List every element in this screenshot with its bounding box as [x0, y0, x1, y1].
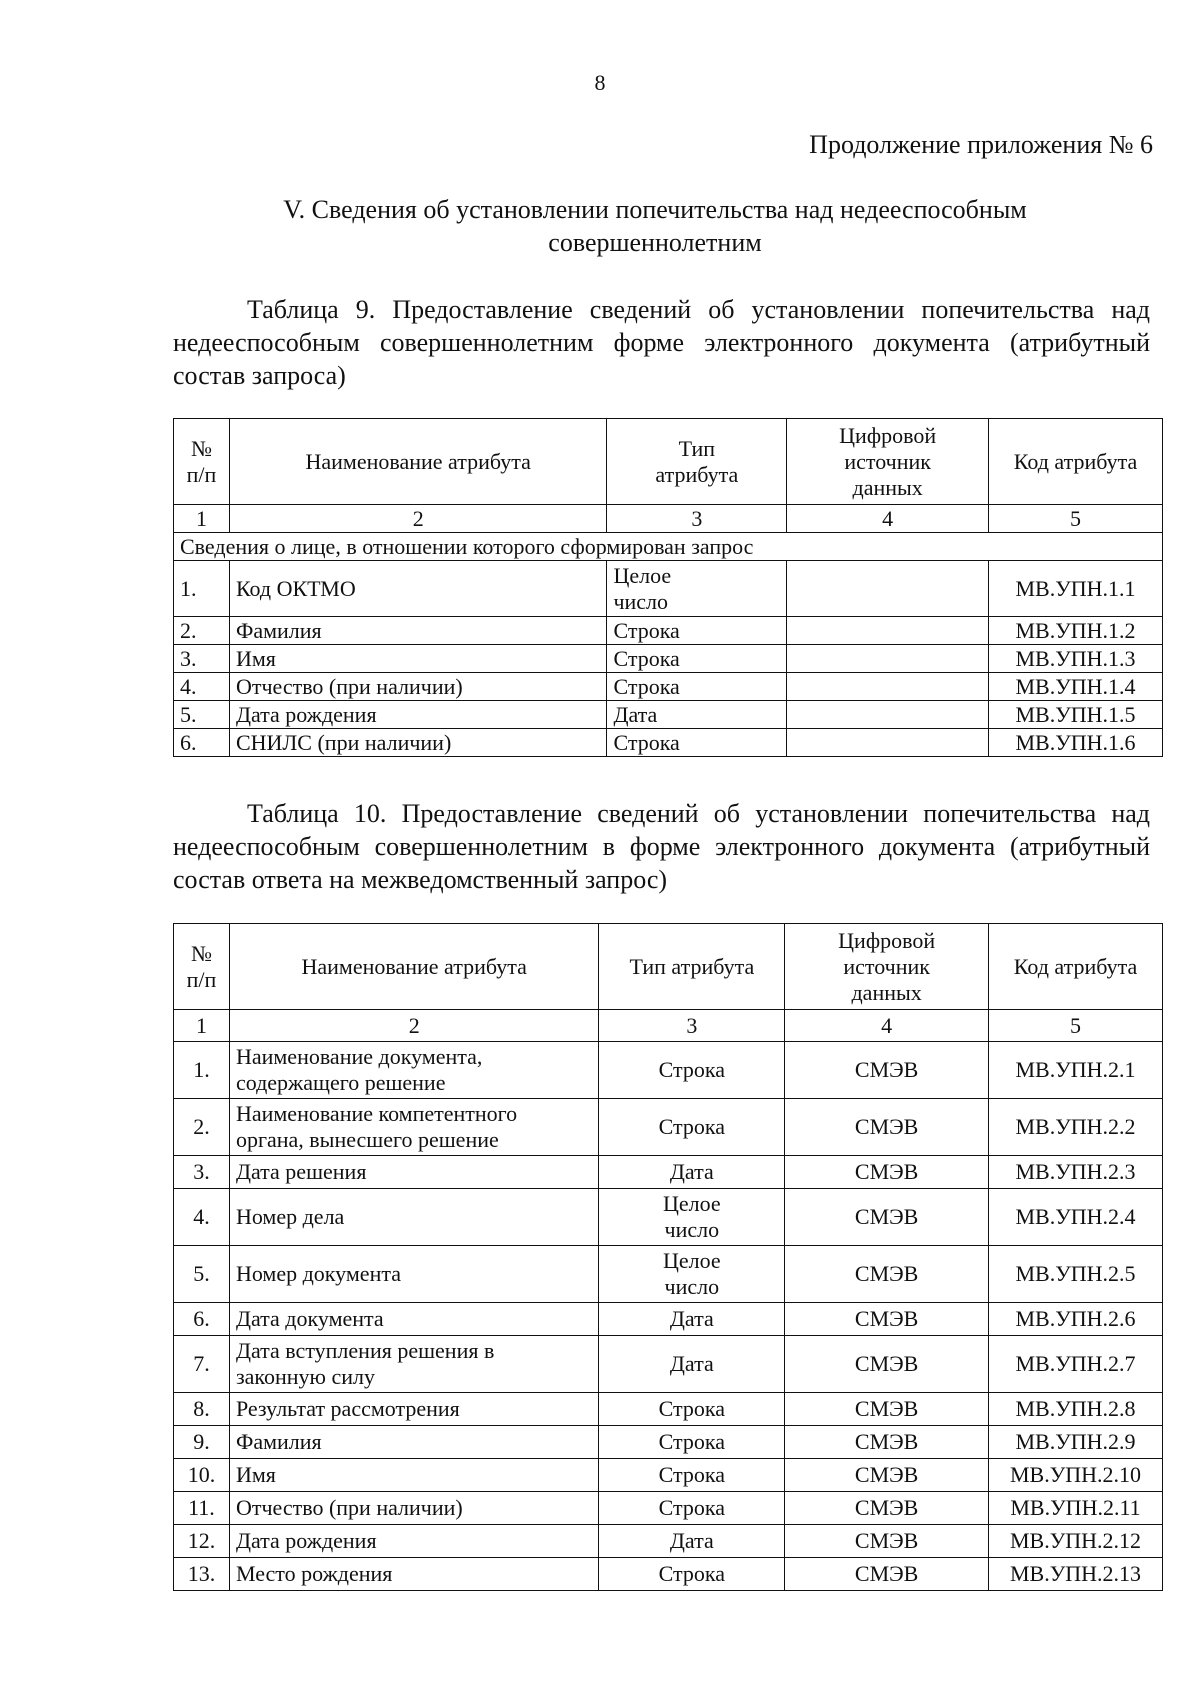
row-num: 5.	[174, 1246, 230, 1303]
row-num: 3.	[174, 1156, 230, 1189]
row-source: СМЭВ	[785, 1525, 989, 1558]
row-name-line1: Номер дела	[235, 1204, 345, 1229]
row-num: 2.	[174, 1099, 230, 1156]
row-name-line1: Дата документа	[235, 1306, 384, 1331]
table-row	[174, 729, 1163, 757]
header-source-line3: данных	[852, 474, 923, 500]
row-type: Строка	[599, 1558, 785, 1591]
header-num-line1: №	[190, 940, 212, 966]
row-type: Строка	[599, 1492, 785, 1525]
row-name	[229, 1492, 599, 1525]
row-source: СМЭВ	[785, 1558, 989, 1591]
table-row	[174, 1393, 1163, 1426]
row-name	[229, 1393, 599, 1426]
row-source: СМЭВ	[785, 1303, 989, 1336]
row-code: МВ.УПН.1.3	[989, 645, 1163, 673]
row-code: МВ.УПН.2.8	[989, 1393, 1163, 1426]
table-row	[174, 617, 1163, 645]
row-name-line1: Имя	[235, 1462, 276, 1487]
row-source	[787, 561, 989, 617]
row-code: МВ.УПН.2.13	[989, 1558, 1163, 1591]
row-source: СМЭВ	[785, 1246, 989, 1303]
row-name-line1: Результат рассмотрения	[235, 1396, 460, 1421]
row-name: Дата рождения	[229, 701, 607, 729]
row-type: Строка	[599, 1393, 785, 1426]
header-type-line1: Тип	[678, 435, 716, 461]
row-name-line2: органа, вынесшего решение	[235, 1127, 499, 1152]
header-source-line2: источник	[844, 448, 931, 474]
colnum-cell: 3	[599, 1010, 785, 1042]
row-name-line1: Фамилия	[235, 1429, 322, 1454]
table9-header-row	[174, 419, 1163, 505]
row-name-line1: Наименование компетентного	[235, 1101, 518, 1126]
table9-header-num	[174, 419, 230, 505]
row-name-line1: Наименование документа,	[235, 1044, 483, 1069]
colnum-cell: 5	[989, 505, 1163, 533]
row-name	[229, 1459, 599, 1492]
row-code: МВ.УПН.2.2	[989, 1099, 1163, 1156]
row-type: Дата	[607, 701, 787, 729]
table-row	[174, 1525, 1163, 1558]
row-source: СМЭВ	[785, 1336, 989, 1393]
header-num-line2: п/п	[186, 461, 217, 487]
row-code: МВ.УПН.2.9	[989, 1426, 1163, 1459]
table-row	[174, 1246, 1163, 1303]
row-num: 3.	[174, 645, 230, 673]
row-type: Строка	[599, 1099, 785, 1156]
row-type-line2: число	[664, 1274, 720, 1299]
row-num: 4.	[174, 673, 230, 701]
group-label: Сведения о лице, в отношении которого сформирован запрос	[174, 533, 1163, 561]
table9	[173, 418, 1163, 757]
row-name-line1: Номер документа	[235, 1261, 401, 1286]
table-row	[174, 673, 1163, 701]
row-name	[229, 1189, 599, 1246]
row-type: Строка	[607, 645, 787, 673]
table10-body	[174, 1042, 1163, 1591]
row-type: Дата	[599, 1303, 785, 1336]
row-code: МВ.УПН.1.1	[989, 561, 1163, 617]
row-num: 5.	[174, 701, 230, 729]
table10-header-code: Код атрибута	[989, 924, 1163, 1010]
table10-header-name: Наименование атрибута	[229, 924, 599, 1010]
row-name	[229, 1303, 599, 1336]
row-type: Строка	[599, 1426, 785, 1459]
table9-header-code: Код атрибута	[989, 419, 1163, 505]
table-row	[174, 1492, 1163, 1525]
row-name-line1: Дата решения	[235, 1159, 367, 1184]
row-code: МВ.УПН.1.4	[989, 673, 1163, 701]
table-row	[174, 1336, 1163, 1393]
row-source: СМЭВ	[785, 1492, 989, 1525]
row-type: Строка	[607, 673, 787, 701]
colnum-cell: 5	[989, 1010, 1163, 1042]
row-num: 1.	[174, 1042, 230, 1099]
row-code: МВ.УПН.2.12	[989, 1525, 1163, 1558]
table-row	[174, 1459, 1163, 1492]
row-source: СМЭВ	[785, 1156, 989, 1189]
row-num: 13.	[174, 1558, 230, 1591]
row-source: СМЭВ	[785, 1426, 989, 1459]
row-code: МВ.УПН.2.5	[989, 1246, 1163, 1303]
row-name: Отчество (при наличии)	[229, 673, 607, 701]
row-num: 11.	[174, 1492, 230, 1525]
table-row	[174, 1303, 1163, 1336]
row-type: Строка	[599, 1459, 785, 1492]
row-name-line1: Дата вступления решения в	[235, 1338, 495, 1363]
colnum-cell: 4	[787, 505, 989, 533]
row-name-line2: законную силу	[235, 1364, 375, 1389]
row-num: 6.	[174, 729, 230, 757]
row-name-line1: Дата рождения	[235, 1528, 377, 1553]
row-name	[229, 1525, 599, 1558]
row-source: СМЭВ	[785, 1459, 989, 1492]
header-num-line1: №	[190, 435, 212, 461]
table-row	[174, 561, 1163, 617]
row-name: СНИЛС (при наличии)	[229, 729, 607, 757]
header-source-line3: данных	[851, 979, 922, 1005]
row-num: 4.	[174, 1189, 230, 1246]
row-type-line1: Целое	[663, 1248, 721, 1273]
row-name	[229, 1156, 599, 1189]
table9-group-row	[174, 533, 1163, 561]
row-type	[599, 1246, 785, 1303]
row-name-line1: Отчество (при наличии)	[235, 1495, 463, 1520]
row-type-line2: число	[664, 1217, 720, 1242]
row-code: МВ.УПН.2.11	[989, 1492, 1163, 1525]
row-code: МВ.УПН.2.1	[989, 1042, 1163, 1099]
row-num: 1.	[174, 561, 230, 617]
table10-header-type: Тип атрибута	[599, 924, 785, 1010]
row-code: МВ.УПН.1.6	[989, 729, 1163, 757]
row-num: 7.	[174, 1336, 230, 1393]
table-row	[174, 1099, 1163, 1156]
row-name	[229, 1558, 599, 1591]
row-type: Строка	[607, 617, 787, 645]
page-number: 8	[594, 70, 606, 95]
table-row	[174, 1426, 1163, 1459]
row-type-line1: Целое	[663, 1191, 721, 1216]
row-type-line2: число	[613, 588, 669, 614]
colnum-cell: 1	[174, 1010, 230, 1042]
table9-header-name: Наименование атрибута	[229, 419, 607, 505]
row-num: 8.	[174, 1393, 230, 1426]
header-source-line1: Цифровой	[839, 422, 937, 448]
row-num: 10.	[174, 1459, 230, 1492]
colnum-cell: 2	[229, 1010, 599, 1042]
row-type: Строка	[599, 1042, 785, 1099]
row-source	[787, 729, 989, 757]
table-row	[174, 701, 1163, 729]
header-num-line2: п/п	[186, 966, 217, 992]
row-name-line1: Место рождения	[235, 1561, 393, 1586]
row-code: МВ.УПН.1.5	[989, 701, 1163, 729]
row-num: 6.	[174, 1303, 230, 1336]
row-source: СМЭВ	[785, 1099, 989, 1156]
header-source-line2: источник	[843, 953, 930, 979]
row-name	[229, 1336, 599, 1393]
row-num: 12.	[174, 1525, 230, 1558]
table10-header-num	[174, 924, 230, 1010]
table9-caption: Таблица 9. Предоставление сведений об установлении попечительства над недееспособным совершеннолетним форме электронного документа (атрибутный состав запроса)	[173, 295, 1150, 390]
table-row	[174, 1042, 1163, 1099]
header-type-line2: атрибута	[655, 461, 739, 487]
row-type	[599, 1189, 785, 1246]
table-row	[174, 1558, 1163, 1591]
header-source-line1: Цифровой	[838, 927, 936, 953]
row-type: Дата	[599, 1525, 785, 1558]
row-type	[607, 561, 787, 617]
appendix-note: Продолжение приложения № 6	[809, 130, 1153, 159]
section-title	[160, 193, 1150, 259]
table9-colnum-row	[174, 505, 1163, 533]
row-type: Строка	[607, 729, 787, 757]
row-source	[787, 645, 989, 673]
row-code: МВ.УПН.2.6	[989, 1303, 1163, 1336]
table10-colnum-row	[174, 1010, 1163, 1042]
section-title-line2: совершеннолетним	[548, 228, 762, 257]
table10	[173, 923, 1163, 1591]
row-source: СМЭВ	[785, 1042, 989, 1099]
row-num: 2.	[174, 617, 230, 645]
row-name: Код ОКТМО	[229, 561, 607, 617]
table9-header-source	[787, 419, 989, 505]
row-type: Дата	[599, 1156, 785, 1189]
colnum-cell: 3	[607, 505, 787, 533]
row-source	[787, 673, 989, 701]
row-name: Имя	[229, 645, 607, 673]
row-type: Дата	[599, 1336, 785, 1393]
row-name-line2: содержащего решение	[235, 1070, 446, 1095]
section-title-line1: V. Сведения об установлении попечительства над недееспособным	[283, 195, 1027, 224]
row-name: Фамилия	[229, 617, 607, 645]
row-name	[229, 1042, 599, 1099]
row-source: СМЭВ	[785, 1393, 989, 1426]
row-name	[229, 1426, 599, 1459]
row-type-line1: Целое	[613, 562, 672, 588]
row-code: МВ.УПН.1.2	[989, 617, 1163, 645]
row-num: 9.	[174, 1426, 230, 1459]
row-code: МВ.УПН.2.4	[989, 1189, 1163, 1246]
table9-header-type	[607, 419, 787, 505]
colnum-cell: 1	[174, 505, 230, 533]
row-source: СМЭВ	[785, 1189, 989, 1246]
row-name	[229, 1099, 599, 1156]
table-row	[174, 645, 1163, 673]
colnum-cell: 2	[229, 505, 607, 533]
row-code: МВ.УПН.2.7	[989, 1336, 1163, 1393]
table10-caption: Таблица 10. Предоставление сведений об установлении попечительства над недееспособным совершеннолетним в форме электронного документа (атрибутный состав ответа на межведомственный запрос)	[173, 799, 1150, 894]
table10-header-row	[174, 924, 1163, 1010]
row-code: МВ.УПН.2.10	[989, 1459, 1163, 1492]
table-row	[174, 1156, 1163, 1189]
row-name	[229, 1246, 599, 1303]
table-row	[174, 1189, 1163, 1246]
table10-header-source	[785, 924, 989, 1010]
row-source	[787, 617, 989, 645]
row-code: МВ.УПН.2.3	[989, 1156, 1163, 1189]
row-source	[787, 701, 989, 729]
colnum-cell: 4	[785, 1010, 989, 1042]
